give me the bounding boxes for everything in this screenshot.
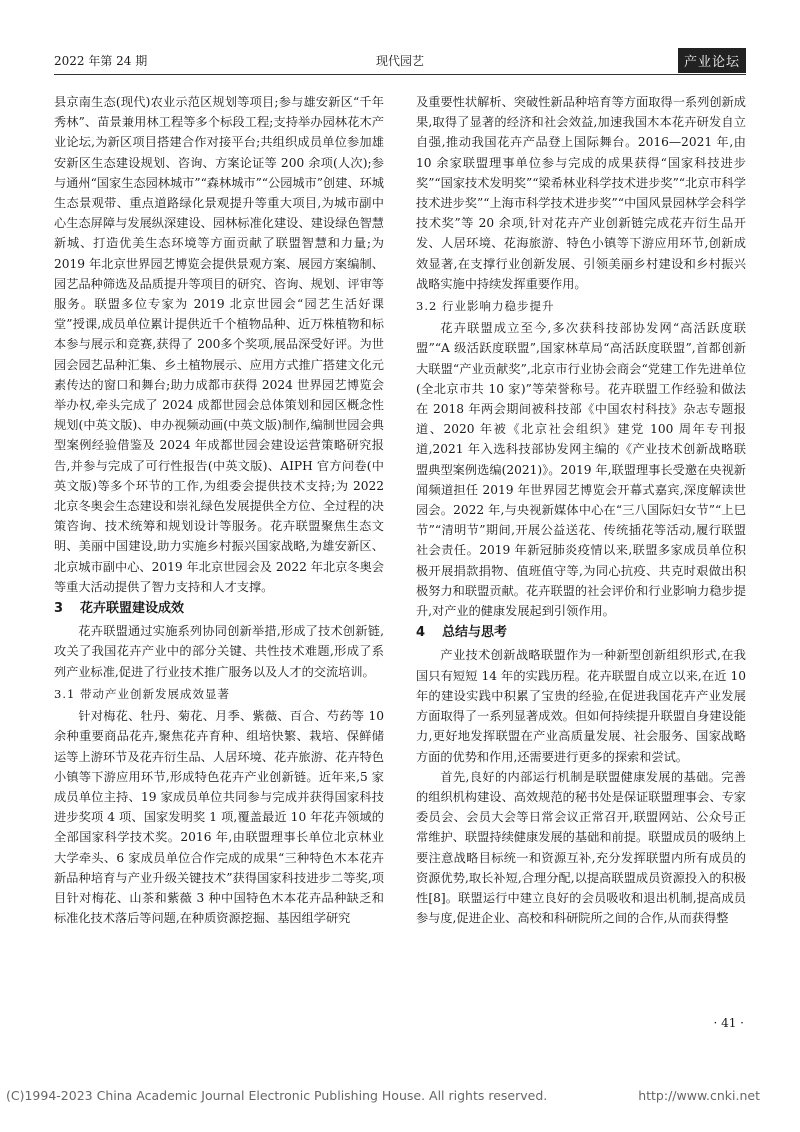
paragraph: 首先,良好的内部运行机制是联盟健康发展的基础。完善的组织机构建设、高效规范的秘书处是保证联盟理事会、专家委员会、会员大会等日常会议正常召开,联盟网站、公众号正常维护、联盟持续健康发展的基础和前提。联盟成员的吸纳上要注意战略目标统一和资源互补,充分发挥联盟内所有成员的资源优势,取长补短,合理分配,以提高联盟成员资源投入的积极性[8]。联盟运行中建立良好的会员吸收和退出机制,提高成员参与度,促进企业、高校和科研院所之间的合作,从而获得整 — [416, 769, 746, 926]
paragraph: 针对梅花、牡丹、菊花、月季、紫薇、百合、芍药等 10 余种重要商品花卉,聚焦花卉育种、组培快繁、栽培、保鲜储运等上游环节及花卉衍生品、人居环境、花卉旅游、花卉特色小镇等下游应用环节,形成特色花卉产业创新链。近年来,5 家成员单位主持、19 家成员单位共同参与完成并获得国家科技进步奖项 4 项、国家发明奖 1 项,覆盖最近 10 年花卉领域的全部国家科学技术奖。2016 年,由联盟理事长单位北京林业大学牵头、6 家成员单位合作完成的成果“三种特色木本花卉新品种培育与产业升级关键技术”获得国家科技进步二等奖,项目针对梅花、山茶和紫薇 3 种中国特色木本花卉品种缺乏和标准化技术落后等问题,在种质资源挖掘、基因组学研究 — [54, 709, 384, 926]
paragraph: 县京南生态(现代)农业示范区规划等项目;参与雄安新区“千年秀林”、苗景兼用林工程等多个标段工程;支持举办园林花木产业论坛,为新区项目搭建合作对接平台;共组织成员单位参加雄安新区生态建设规划、咨询、方案论证等 200 余项(人次);参与通州“国家生态园林城市”“森林城市”“公园城市”创建、环城生态景观带、重点道路绿化景观提升等重大项目,为城市副中心生态屏障与发展纵深建设、园林标准化建设、建设绿色智慧新城、打造优美生态环境等方面贡献了联盟智慧和力量;为 2019 年北京世界园艺博览会提供景观方案、展园方案编制、园艺品种筛选及品质提升等项目的研究、咨询、规划、评审等服务。联盟多位专家为 2019 北京世园会“园艺生活好课堂”授课,成员单位累计提供近千个植物品种、近万株植物和标本参与展示和竞赛,获得了 200多个奖项,展品深受好评。为世园会园艺品种汇集、乡土植物展示、应用方式推广搭建文化元素传达的窗口和舞台;助力成都市获得 2024 世界园艺博览会举办权,牵头完成了 2024 成都世园会总体策划和园区概念性规划(中英文版)、申办视频动画(中英文版)制作,编制世园会典型案例经验借鉴及 2024 年成都世园会建设运营策略研究报告,并参与完成了可行性报告(中英文版)、AIPH 官方问卷(中英文版)等多个环节的工作,为组委会提供技术支持;为 2022 北京冬奥会生态建设和崇礼绿色发展提供全方位、全过程的决策咨询、技术统筹和规划设计等服务。花卉联盟聚焦生态文明、美丽中国建设,助力实施乡村振兴国家战略,为雄安新区、北京城市副中心、2019 年北京世园会及 2022 年北京冬奥会等重大活动提供了智力支持和人才支撑。 — [54, 95, 384, 594]
subsection-number: 3.2 — [416, 299, 438, 314]
column-tag: 产业论坛 — [678, 48, 746, 73]
header-divider — [54, 74, 746, 75]
issue-label: 2022 年第 24 期 — [54, 54, 148, 68]
page-header — [54, 48, 746, 74]
paragraph: 花卉联盟通过实施系列协同创新举措,形成了技术创新链,攻关了我国花卉产业中的部分关键、共性技术难题,形成了系列产业标准,促进了行业技术推广服务以及人才的交流培训。 — [54, 624, 384, 679]
right-column — [416, 92, 746, 1004]
page-number: · 41 · — [713, 1016, 744, 1030]
subsection-number: 3.1 — [54, 686, 76, 701]
paragraph: 及重要性状解析、突破性新品种培育等方面取得一系列创新成果,取得了显著的经济和社会效益,加速我国木本花卉研发自立自强,推动我国花卉产品登上国际舞台。2016—2021 年,由 10 余家联盟理事单位参与完成的成果获得“国家科技进步奖”“国家技术发明奖”“梁希林业科学技术进步奖”“北京市科学技术进步奖”“上海市科学技术进步奖”“中国风景园林学会科学技术奖”等 20 余项,针对花卉产业创新链完成花卉衍生品开发、人居环境、花海旅游、特色小镇等下游应用环节,创新成效显著,在支撑行业创新发展、引领美丽乡村建设和乡村振兴战略实施中持续发挥重要作用。 — [416, 95, 746, 291]
copyright-notice: (C)1994-2023 China Academic Journal Electronic Publishing House. All rights reserved. — [6, 1088, 548, 1103]
section-heading — [416, 623, 746, 643]
subsection-heading — [416, 296, 746, 316]
section-title: 总结与思考 — [442, 625, 508, 641]
subsection-title: 行业影响力稳步提升 — [442, 299, 555, 314]
source-url: http://www.cnki.net — [638, 1088, 760, 1103]
section-number: 4 — [416, 625, 426, 641]
subsection-heading — [54, 684, 384, 704]
paragraph: 产业技术创新战略联盟作为一种新型创新组织形式,在我国只有短短 14 年的实践历程。花卉联盟自成立以来,在近 10 年的建设实践中积累了宝贵的经验,在促进我国花卉产业发展方面取得了一系列显著成效。但如何持续提升联盟自身建设能力,更好地发挥联盟在产业高质量发展、社会服务、国家战略方面的优势和作用,还需要进行更多的探索和尝试。 — [416, 648, 746, 764]
section-number: 3 — [54, 601, 64, 617]
section-title: 花卉联盟建设成效 — [80, 601, 185, 617]
subsection-title: 带动产业创新发展成效显著 — [80, 686, 230, 701]
left-column — [54, 92, 384, 1004]
section-heading — [54, 599, 384, 619]
paragraph: 花卉联盟成立至今,多次获科技部协发网“高活跃度联盟”“A 级活跃度联盟”,国家林草局“高活跃度联盟”,首都创新大联盟“产业贡献奖”,北京市行业协会商会“党建工作先进单位(全北京市共 10 家)”等荣誉称号。花卉联盟工作经验和做法在 2018 年两会期间被科技部《中国农村科技》杂志专题报道、2020 年被《北京社会组织》建党 100 周年专刊报道,2021 年入选科技部协发网主编的《产业技术创新战略联盟典型案例选编(2021)》。2019 年,联盟理事长受邀在央视新闻频道担任 2019 年世界园艺博览会开幕式嘉宾,深度解读世园会。2022 年,与央视新媒体中心在“三八国际妇女节”“上巳节”“清明节”期间,开展公益送花、传统插花等活动,履行联盟社会责任。2019 年新冠肺炎疫情以来,联盟多家成员单位积极开展捐款捐物、值班值守等,为同心抗疫、共克时艰做出积极努力和联盟贡献。花卉联盟的社会评价和行业影响力稳步提升,对产业的健康发展起到引领作用。 — [416, 321, 746, 619]
journal-name: 现代园艺 — [375, 54, 424, 68]
